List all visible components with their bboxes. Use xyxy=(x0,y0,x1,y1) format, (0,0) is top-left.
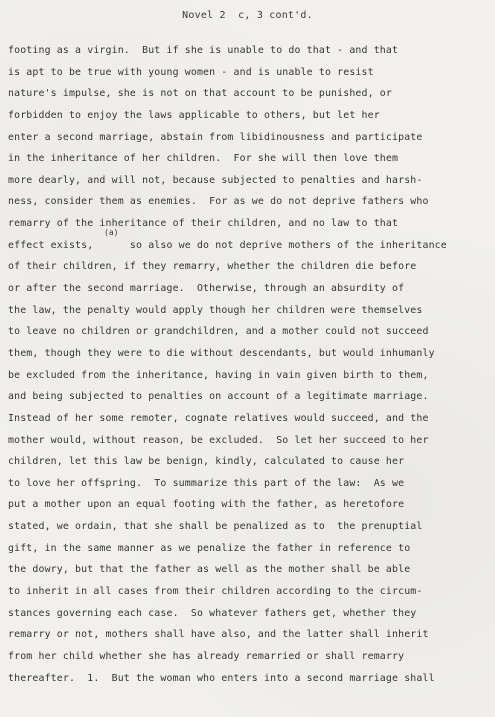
text-line: mother would, without reason, be excluded. So let her succeed to her xyxy=(8,434,429,446)
text-line: or after the second marriage. Otherwise, through an absurdity of xyxy=(8,283,405,295)
text-line: them, though they were to die without descendants, but would inhumanly xyxy=(8,347,435,359)
text-line: nature's impulse, she is not on that account to be punished, or xyxy=(8,88,393,100)
document-body xyxy=(8,40,490,689)
text-line: children, let this law be benign, kindly, calculated to cause her xyxy=(8,456,405,468)
text-line: gift, in the same manner as we penalize the father in reference to xyxy=(8,542,411,554)
text-line: Instead of her some remoter, cognate relatives would succeed, and the xyxy=(8,412,429,424)
text-line: thereafter. 1. But the woman who enters into a second marriage shall xyxy=(8,672,435,684)
footnote-marker: (a) xyxy=(104,228,119,237)
text-line: and being subjected to penalties on account of a legitimate marriage. xyxy=(8,391,429,403)
text-line: from her child whether she has already remarried or shall remarry xyxy=(8,650,405,662)
text-line: the dowry, but that the father as well as the mother shall be able xyxy=(8,564,411,576)
text-line: remarry of the inheritance of their children, and no law to that xyxy=(8,218,399,230)
text-line: of their children, if they remarry, whether the children die before xyxy=(8,261,417,273)
text-line: stances governing each case. So whatever fathers get, whether they xyxy=(8,607,417,619)
text-line: ness, consider them as enemies. For as we do not deprive fathers who xyxy=(8,196,429,208)
text-line: put a mother upon an equal footing with the father, as heretofore xyxy=(8,499,405,511)
text-line: more dearly, and will not, because subjected to penalties and harsh- xyxy=(8,174,423,186)
text-line: footing as a virgin. But if she is unable to do that - and that xyxy=(8,45,399,56)
text-line: remarry or not, mothers shall have also, and the latter shall inherit xyxy=(8,629,429,641)
text-line: forbidden to enjoy the laws applicable to others, but let her xyxy=(8,109,380,121)
text-line: to leave no children or grandchildren, and a mother could not succeed xyxy=(8,326,429,338)
text-line: to inherit in all cases from their children according to the circum- xyxy=(8,586,423,598)
text-line: in the inheritance of her children. For she will then love them xyxy=(8,153,399,165)
text-line: to love her offspring. To summarize this part of the law: As we xyxy=(8,477,405,489)
page-header: Novel 2 c, 3 cont'd. xyxy=(182,10,313,21)
text-line: the law, the penalty would apply though her children were themselves xyxy=(8,304,423,316)
text-line: be excluded from the inheritance, having in vain given birth to them, xyxy=(8,369,429,381)
text-line: enter a second marriage, abstain from libidinousness and participate xyxy=(8,131,423,143)
text-line: is apt to be true with young women - and is unable to resist xyxy=(8,66,374,78)
text-line: stated, we ordain, that she shall be penalized as to the prenuptial xyxy=(8,521,423,533)
text-line: effect exists, so also we do not deprive mothers of the inheritance xyxy=(8,239,447,251)
